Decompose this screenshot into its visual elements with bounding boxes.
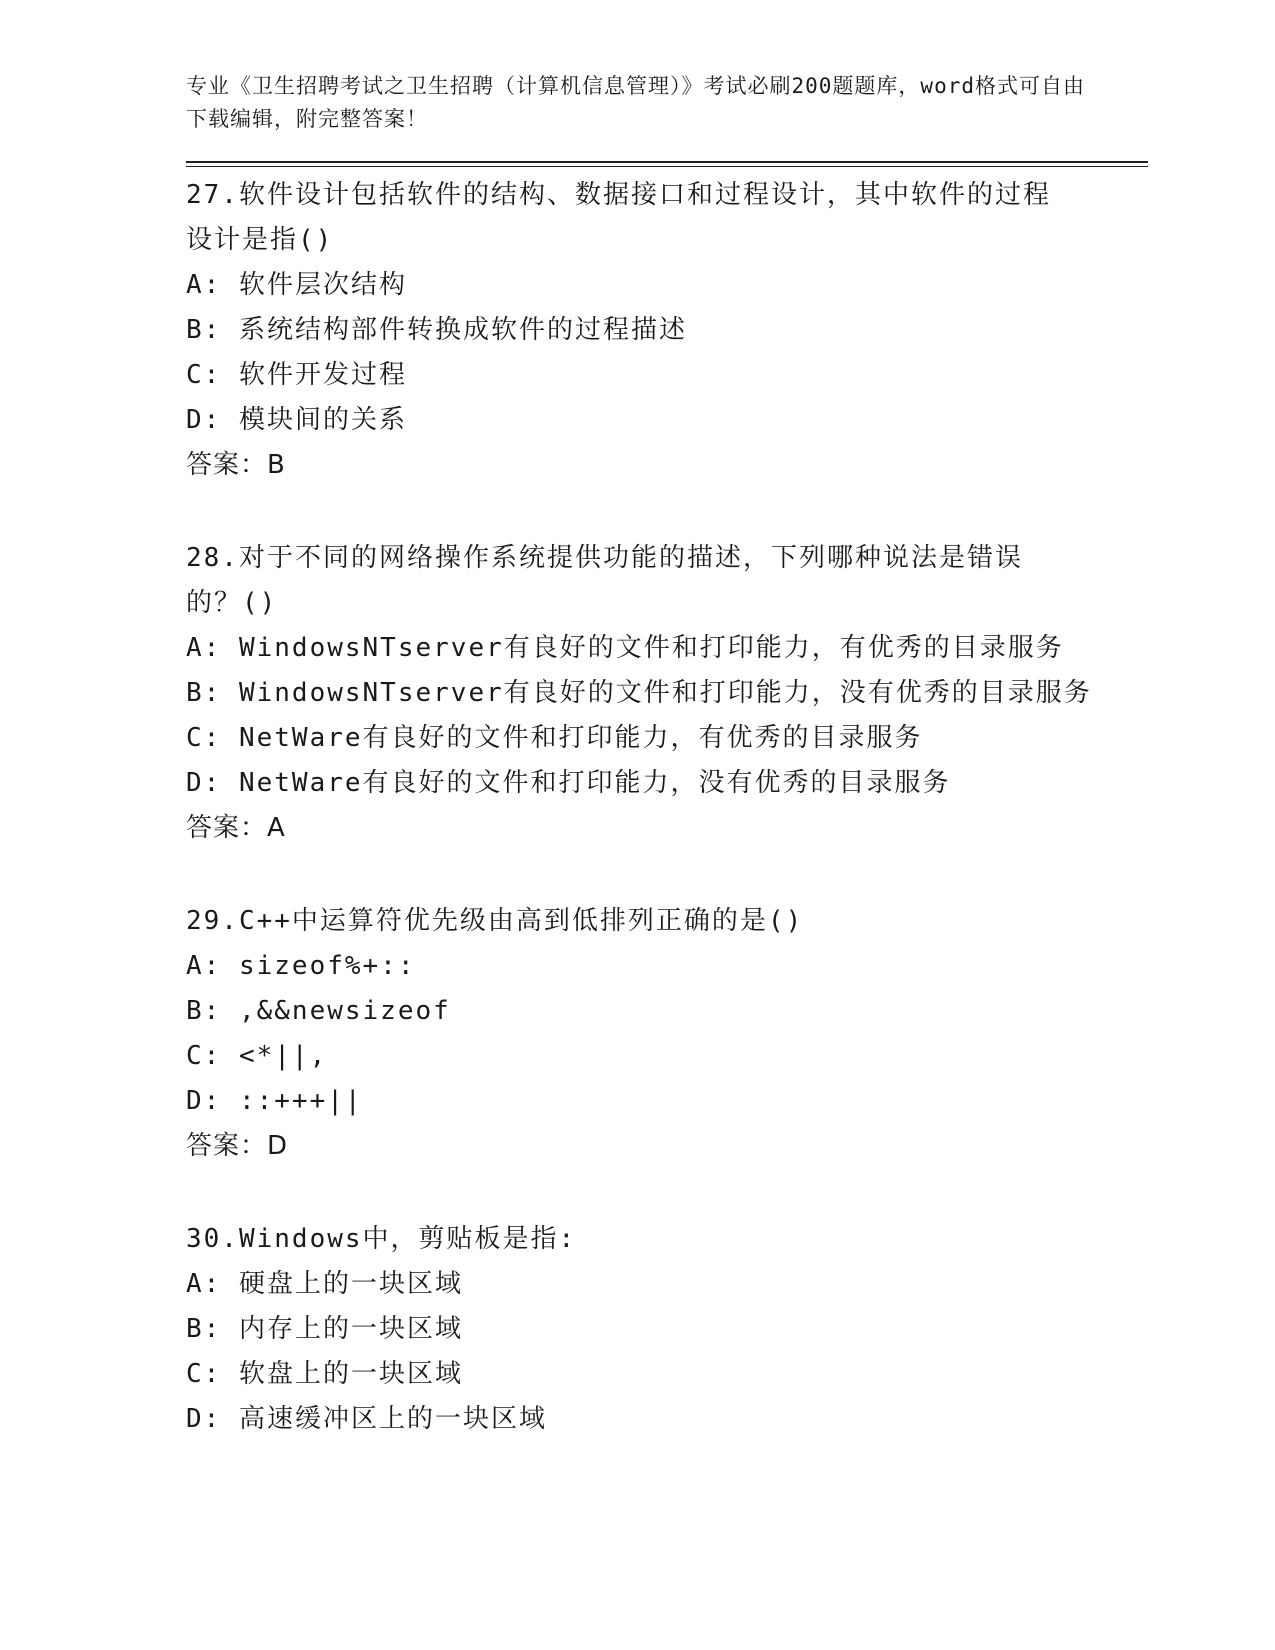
question-29 bbox=[186, 899, 1146, 1169]
option-a: A: 硬盘上的一块区域 bbox=[186, 1269, 463, 1299]
option-a: A: sizeof%+:: bbox=[186, 951, 416, 981]
question-stem: 30.Windows中，剪贴板是指: bbox=[186, 1224, 577, 1254]
option-b: B: 内存上的一块区域 bbox=[186, 1314, 463, 1344]
option-c: C: <*||, bbox=[186, 1041, 328, 1071]
option-d: D: NetWare有良好的文件和打印能力，没有优秀的目录服务 bbox=[186, 768, 951, 798]
document-page bbox=[186, 70, 1146, 1490]
question-stem: 28.对于不同的网络操作系统提供功能的描述，下列哪种说法是错误的？() bbox=[186, 543, 1023, 618]
option-c: C: 软盘上的一块区域 bbox=[186, 1359, 463, 1389]
option-c: C: NetWare有良好的文件和打印能力，有优秀的目录服务 bbox=[186, 723, 923, 753]
option-d: D: 模块间的关系 bbox=[186, 405, 407, 435]
question-30 bbox=[186, 1217, 1146, 1442]
document-header: 专业《卫生招聘考试之卫生招聘（计算机信息管理）》考试必刷200题题库，word格式可自由下载编辑，附完整答案！ bbox=[186, 74, 1085, 131]
option-d: D: 高速缓冲区上的一块区域 bbox=[186, 1404, 547, 1434]
option-b: B: ,&&newsizeof bbox=[186, 996, 451, 1026]
option-c: C: 软件开发过程 bbox=[186, 360, 407, 390]
answer-label: 答案：D bbox=[186, 1131, 289, 1161]
question-stem: 29.C++中运算符优先级由高到低排列正确的是() bbox=[186, 906, 804, 936]
question-stem: 27.软件设计包括软件的结构、数据接口和过程设计，其中软件的过程设计是指() bbox=[186, 180, 1051, 255]
option-b: B: 系统结构部件转换成软件的过程描述 bbox=[186, 315, 687, 345]
option-b: B: WindowsNTserver有良好的文件和打印能力，没有优秀的目录服务 bbox=[186, 678, 1092, 708]
option-d: D: ::+++|| bbox=[186, 1086, 363, 1116]
option-a: A: 软件层次结构 bbox=[186, 270, 407, 300]
header-divider bbox=[186, 161, 1148, 167]
answer-label: 答案：B bbox=[186, 450, 286, 480]
answer-label: 答案：A bbox=[186, 813, 286, 843]
question-list bbox=[186, 173, 1146, 1442]
question-27 bbox=[186, 173, 1146, 488]
option-a: A: WindowsNTserver有良好的文件和打印能力，有优秀的目录服务 bbox=[186, 633, 1064, 663]
question-28 bbox=[186, 536, 1146, 851]
